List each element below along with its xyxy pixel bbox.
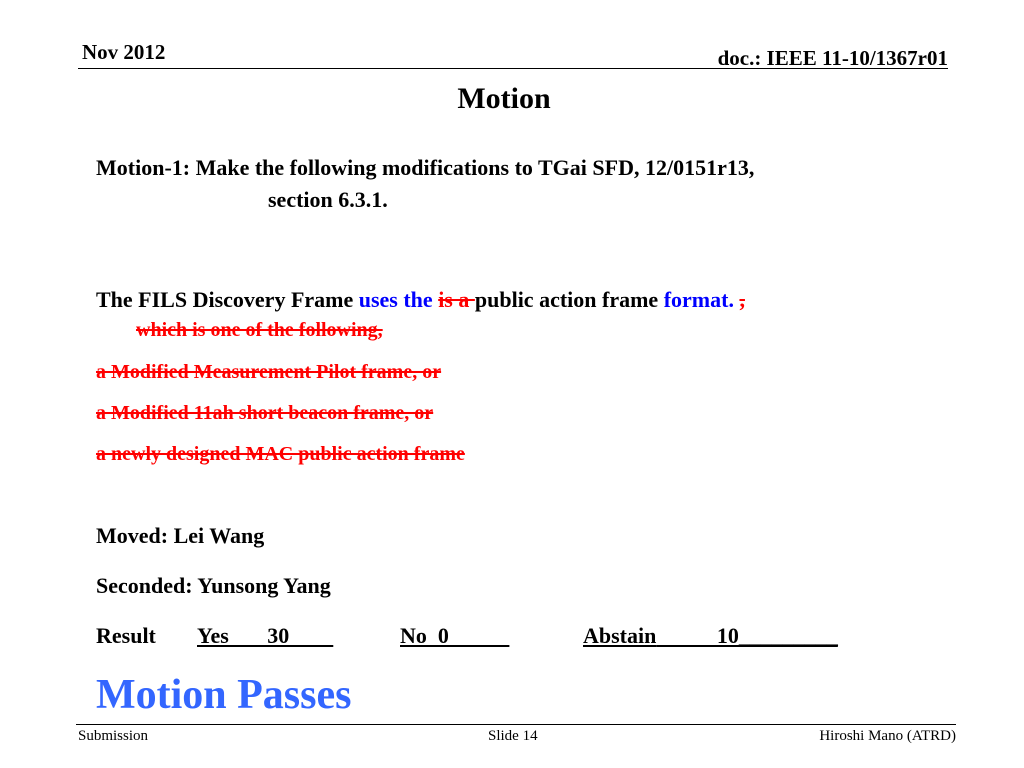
para-middle: public action frame: [474, 287, 664, 312]
para-prefix: The FILS Discovery Frame: [96, 287, 359, 312]
result-abstain-count: 10_________: [656, 623, 838, 648]
result-label: Result: [96, 623, 156, 648]
result-no: No 0: [400, 623, 510, 648]
deleted-item: a Modified Measurement Pilot frame, or: [96, 361, 442, 383]
result-abstain: [583, 623, 838, 649]
header-date: Nov 2012: [82, 40, 166, 64]
deleted-item: a newly designed MAC public action frame: [96, 443, 465, 465]
result-yes: Yes 30: [197, 623, 334, 648]
header-rule: [78, 68, 948, 69]
inserted-text: uses the: [358, 287, 439, 312]
slide-title: Motion: [457, 82, 551, 115]
motion-line-2: section 6.3.1.: [268, 187, 388, 212]
footer-left: Submission: [78, 728, 149, 744]
header-doc-id: doc.: IEEE 11-10/1367r01: [717, 46, 948, 70]
deleted-text: ,: [739, 287, 745, 312]
motion-line-1: Motion-1: Make the following modifications to TGai SFD, 12/0151r13,: [96, 155, 755, 180]
result-abstain-label: Abstain: [583, 623, 657, 648]
footer-slide-number: Slide 14: [488, 728, 538, 744]
footer-author: Hiroshi Mano (ATRD): [819, 728, 956, 744]
deleted-item: a Modified 11ah short beacon frame, or: [96, 402, 434, 424]
deleted-text: is a: [438, 287, 475, 312]
footer-rule: [76, 724, 956, 725]
moved-by: Moved: Lei Wang: [96, 523, 265, 548]
inserted-text: format.: [663, 287, 740, 312]
seconded-by: Seconded: Yunsong Yang: [96, 573, 331, 598]
fils-paragraph-line-1: [96, 287, 745, 313]
motion-passes: Motion Passes: [96, 672, 352, 718]
deleted-line-2: which is one of the following,: [136, 319, 383, 341]
